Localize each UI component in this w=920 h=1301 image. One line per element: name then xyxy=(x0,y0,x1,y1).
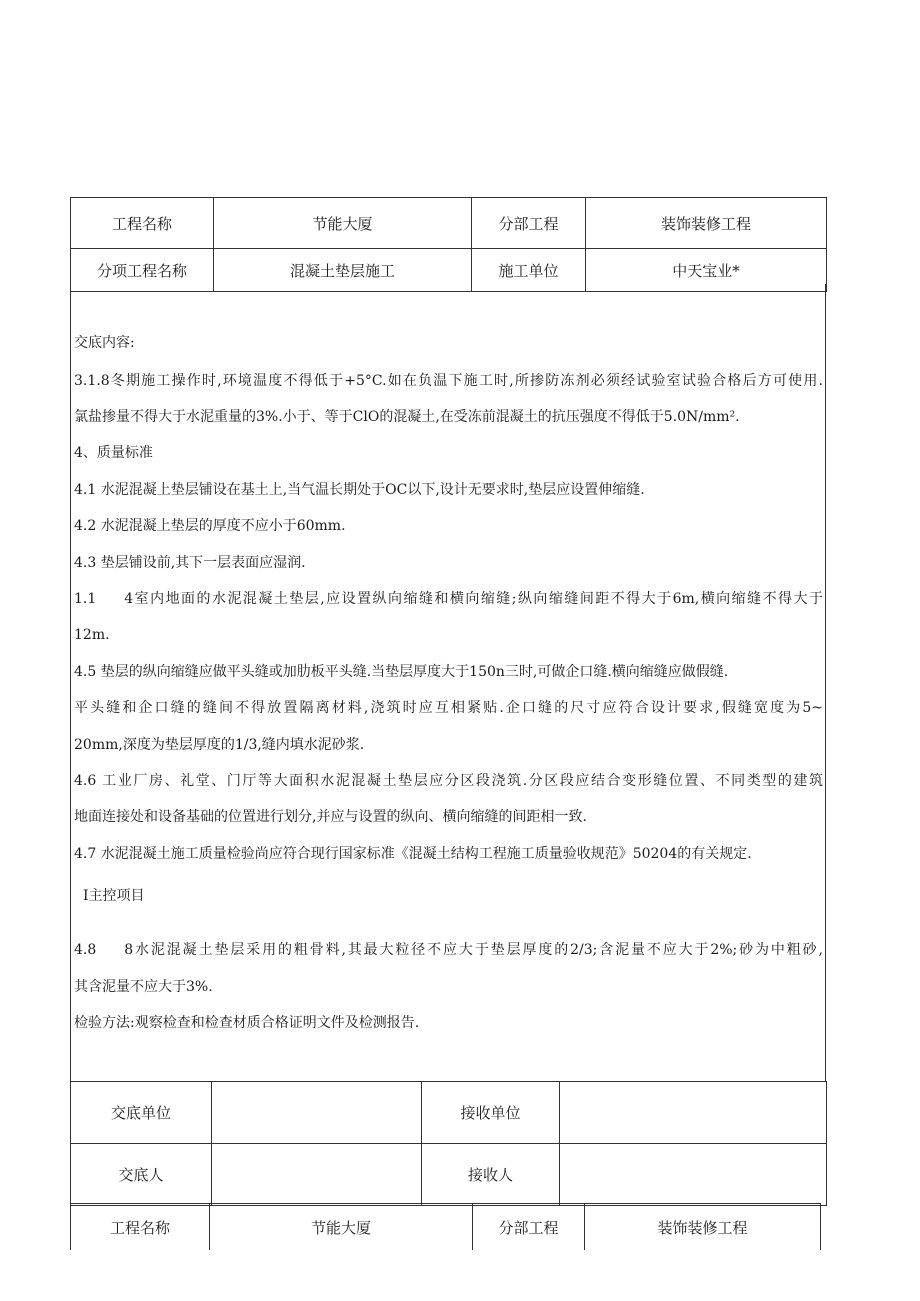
issuer-label: 交底人 xyxy=(71,1144,212,1206)
division-value: 装饰装修工程 xyxy=(586,198,827,249)
signature-row-1 xyxy=(71,1082,827,1144)
subitem-name-label: 分项工程名称 xyxy=(71,249,214,292)
content-intro: 交底内容: xyxy=(74,335,135,351)
project-info-table xyxy=(70,197,827,292)
clause-text: 8水泥混凝土垫层采用的粗骨料,其最大粒径不应大于垫层厚度的2/3;含泥量不应大于2%;砂为中粗砂, xyxy=(124,942,823,958)
content-line: 4.7 水泥混凝土施工质量检验尚应符合现行国家标准《混凝土结构工程施工质量验收规范》50204的有关规定. xyxy=(74,846,752,862)
next-page-header-table xyxy=(70,1203,821,1250)
division-label: 分部工程 xyxy=(472,198,586,249)
inspection-method: 检验方法:观察检查和检查材质合格证明文件及检测报告. xyxy=(74,1015,420,1031)
content-line: 其含泥量不应大于3%. xyxy=(74,979,213,995)
signature-row-2 xyxy=(71,1144,827,1206)
content-line xyxy=(74,590,823,608)
receiving-unit-label: 接收单位 xyxy=(422,1082,560,1144)
content-line: 平头缝和企口缝的缝间不得放置隔离材料,浇筑时应互相紧贴.企口缝的尺寸应符合设计要求,假缝宽度为5~ xyxy=(74,700,823,716)
clause-text: 4室内地面的水泥混凝土垫层,应设置纵向缩缝和横向缩缝;纵向缩缝间距不得大于6m,横向缩缝不得大于 xyxy=(124,591,823,607)
receiver-label: 接收人 xyxy=(422,1144,560,1206)
content-line: 4.5 垫层的纵向缩缝应做平头缝或加肋板平头缝.当垫层厚度大于150n三时,可做企口缝.横向缩缝应做假缝. xyxy=(74,664,729,680)
subsection-heading: I主控项目 xyxy=(83,888,145,904)
division-value: 装饰装修工程 xyxy=(585,1204,821,1251)
division-label: 分部工程 xyxy=(473,1204,585,1251)
clause-number: 4.8 xyxy=(74,942,97,958)
clause-number: 1.1 xyxy=(74,591,97,607)
briefing-content xyxy=(70,284,826,1082)
project-name-label: 工程名称 xyxy=(71,198,214,249)
contractor-value: 中天宝业* xyxy=(586,249,827,292)
content-line: 3.1.8冬期施工操作时,环境温度不得低于+5°C.如在负温下施工时,所掺防冻剂必须经试验室试验合格后方可使用. xyxy=(74,373,823,389)
content-line: 4.1 水泥混凝上垫层铺设在基土上,当气温长期处于OC以下,设计无要求时,垫层应设置伸缩缝. xyxy=(74,482,645,498)
subitem-name-value: 混凝土垫层施工 xyxy=(214,249,472,292)
content-line xyxy=(74,941,823,959)
content-line: 12m. xyxy=(74,627,110,643)
content-line: 氯盐掺量不得大于水泥重量的3%.小于、等于ClO的混凝土,在受冻前混凝土的抗压强度不得低于5.0N∕mm². xyxy=(74,409,740,425)
issuer-value xyxy=(212,1144,422,1206)
next-page-header-row xyxy=(71,1204,821,1251)
content-line: 4.3 垫层铺设前,其下一层表面应湿润. xyxy=(74,555,306,571)
receiver-value xyxy=(560,1144,827,1206)
content-line: 地面连接处和设备基础的位置进行划分,并应与设置的纵向、横向缩缝的间距相一致. xyxy=(74,809,587,825)
project-name-label: 工程名称 xyxy=(71,1204,210,1251)
project-info-row-1 xyxy=(71,198,827,249)
content-line: 4.6 工业厂房、礼堂、门厅等大面积水泥混凝土垫层应分区段浇筑.分区段应结合变形缝位置、不同类型的建筑 xyxy=(74,773,823,789)
content-line: 20mm,深度为垫层厚度的1/3,缝内填水泥砂浆. xyxy=(74,737,365,753)
issuing-unit-label: 交底单位 xyxy=(71,1082,212,1144)
receiving-unit-value xyxy=(560,1082,827,1144)
section-heading: 4、质量标准 xyxy=(74,445,153,461)
content-line: 4.2 水泥混凝上垫层的厚度不应小于60mm. xyxy=(74,518,346,534)
project-name-value: 节能大厦 xyxy=(214,198,472,249)
contractor-label: 施工单位 xyxy=(472,249,586,292)
issuing-unit-value xyxy=(212,1082,422,1144)
signature-table xyxy=(70,1081,827,1206)
project-name-value: 节能大厦 xyxy=(210,1204,473,1251)
